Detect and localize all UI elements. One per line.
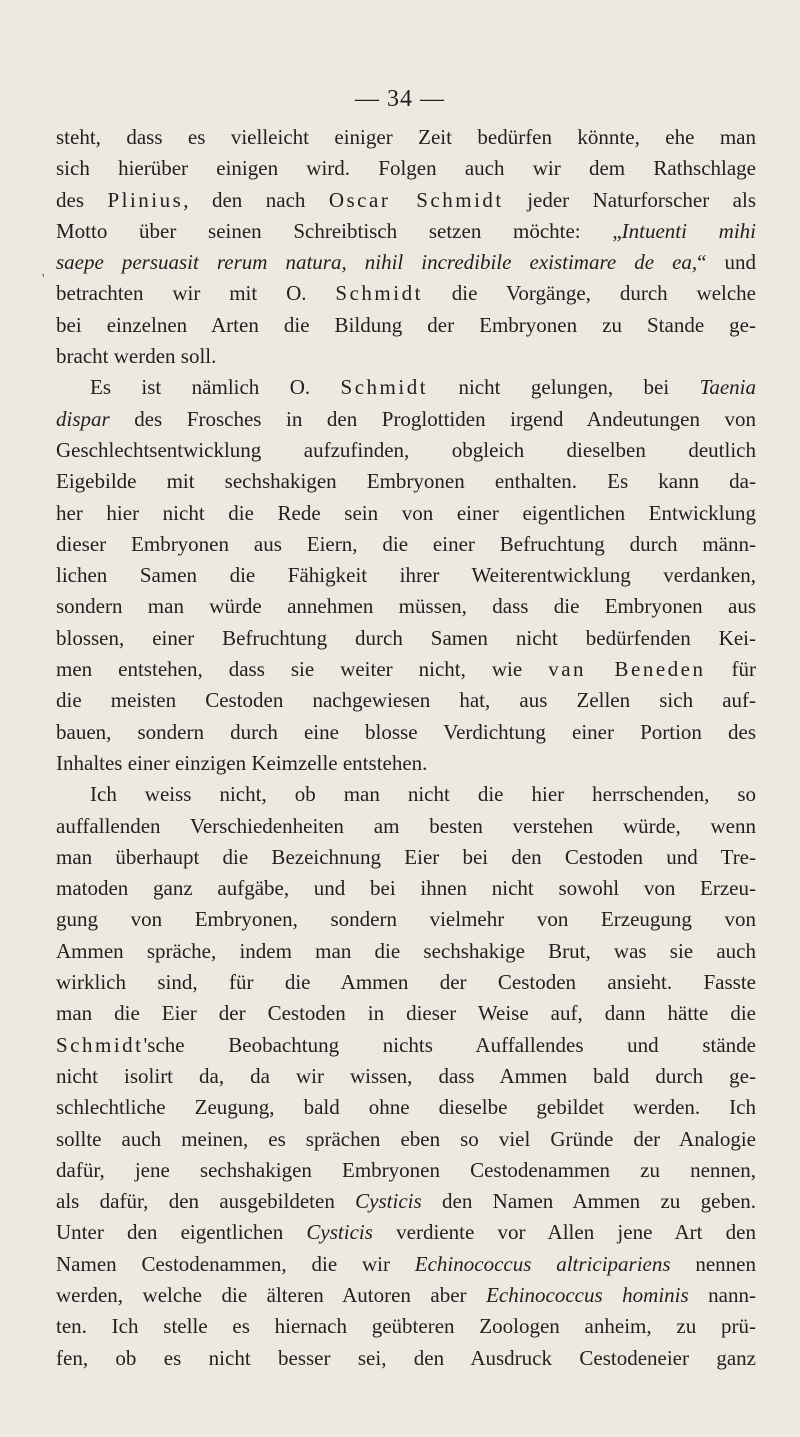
text-line [56,1343,756,1374]
text-segment: werden, welche die älteren Autoren aber [56,1282,487,1307]
text-line [56,1186,756,1217]
text-line [56,1124,756,1155]
text-segment: her hier nicht die Rede sein von einer eigentlichen Entwicklung [56,500,756,525]
italic-term: Echinococcus hominis [486,1282,689,1307]
text-segment: die meisten Cestoden nachgewiesen hat, aus Zellen sich auf- [56,688,756,713]
text-line [56,1061,756,1092]
margin-mark: ' [42,272,45,287]
text-line [56,623,756,654]
italic-term: dispar [56,406,110,431]
text-segment: matoden ganz aufgäbe, und bei ihnen nicht sowohl von Erzeu- [56,876,756,901]
italic-term: Echinococcus altricipariens [414,1251,671,1276]
text-segment: “ und [697,250,756,275]
text-line [56,216,756,247]
text-segment: den Namen Ammen zu geben. [421,1189,757,1214]
text-line [56,779,756,810]
italic-term: Cysticis [355,1189,422,1214]
text-line [56,748,756,779]
text-segment: schlechtliche Zeugung, bald ohne dieselbe gebildet werden. Ich [56,1095,756,1120]
text-segment: Inhaltes einer einzigen Keimzelle entstehen. [56,750,428,775]
text-line [56,1280,756,1311]
text-segment: für [705,657,756,682]
text-segment: die Vorgänge, durch welche [422,281,756,306]
text-segment: nennen [670,1251,756,1276]
italic-term: Cysticis [306,1220,373,1245]
text-segment: Eigebilde mit sechshakigen Embryonen enthalten. Es kann da- [56,469,756,494]
text-line [56,310,756,341]
text-segment: bracht werden soll. [56,344,217,369]
text-line [56,685,756,716]
text-line [56,560,756,591]
text-line [56,967,756,998]
text-line [56,278,756,309]
text-line [56,936,756,967]
text-line [56,998,756,1029]
text-segment: jeder Naturforscher als [503,187,756,212]
text-line [56,435,756,466]
text-segment: lichen Samen die Fähigkeit ihrer Weiterentwicklung verdanken, [56,563,756,588]
text-line [56,153,756,184]
text-line [56,1249,756,1280]
text-segment: 'sche Beobachtung nichts Auffallendes und stände [143,1032,756,1057]
text-segment: nicht isolirt da, da wir wissen, dass Ammen bald durch ge- [56,1063,756,1088]
text-line [56,842,756,873]
text-segment: wirklich sind, für die Ammen der Cestoden ansieht. Fasste [56,970,756,995]
spaced-name: Schmidt [340,375,429,400]
text-line [56,717,756,748]
text-segment: Es ist nämlich O. [90,375,341,400]
text-segment: des [56,187,108,212]
text-segment: als dafür, den ausgebildeten [56,1189,356,1214]
text-segment: sollte auch meinen, es sprächen eben so viel Gründe der Analogie [56,1126,756,1151]
spaced-name: Oscar Schmidt [328,187,504,212]
text-segment: dafür, jene sechshakigen Embryonen Cestodenammen zu nennen, [56,1157,756,1182]
text-line [56,341,756,372]
text-line [56,404,756,435]
text-line [56,372,756,403]
text-line [56,1311,756,1342]
text-segment: des Frosches in den Proglottiden irgend Andeutungen von [109,406,756,431]
spaced-name: van Beneden [548,657,706,682]
text-line [56,904,756,935]
text-segment: man überhaupt die Bezeichnung Eier bei den Cestoden und Tre- [56,844,756,869]
text-segment: Ammen spräche, indem man die sechshakige Brut, was sie auch [56,938,756,963]
italic-term: Intuenti mihi [621,218,756,243]
text-segment: men entstehen, dass sie weiter nicht, wie [56,657,549,682]
text-segment: verdiente vor Allen jene Art den [372,1220,756,1245]
text-line [56,654,756,685]
spaced-name: Plinius [107,187,184,212]
text-segment: Geschlechtsentwicklung aufzufinden, obgleich dieselben deutlich [56,437,756,462]
text-line [56,498,756,529]
text-segment: dieser Embryonen aus Eiern, die einer Befruchtung durch männ- [56,531,756,556]
text-segment: ten. Ich stelle es hiernach geübteren Zoologen anheim, zu prü- [56,1314,756,1339]
text-line [56,873,756,904]
spaced-name: Schmidt [56,1032,144,1057]
text-line [56,122,756,153]
text-segment: Unter den eigentlichen [56,1220,307,1245]
text-segment: Ich weiss nicht, ob man nicht die hier herrschenden, so [90,782,756,807]
text-segment: blossen, einer Befruchtung durch Samen nicht bedürfenden Kei- [56,625,756,650]
body-text [56,122,756,1374]
text-segment: nann- [688,1282,756,1307]
text-segment: steht, dass es vielleicht einiger Zeit bedürfen könnte, ehe man [56,125,756,149]
italic-term: saepe persuasit rerum natura, nihil incredibile existimare de ea, [56,250,698,275]
spaced-name: Schmidt [335,281,423,306]
text-segment: sondern man würde annehmen müssen, dass die Embryonen aus [56,594,756,619]
page-number: — 34 — [355,86,445,112]
text-segment: man die Eier der Cestoden in dieser Weise auf, dann hätte die [56,1001,756,1026]
text-line [56,811,756,842]
text-segment: sich hierüber einigen wird. Folgen auch wir dem Rathschlage [56,156,756,181]
text-line [56,1030,756,1061]
italic-term: Taenia [699,375,756,400]
text-segment: Motto über seinen Schreibtisch setzen möchte: „ [56,218,622,243]
text-line [56,591,756,622]
text-line [56,185,756,216]
text-line [56,466,756,497]
text-segment: betrachten wir mit O. [56,281,336,306]
text-segment: fen, ob es nicht besser sei, den Ausdruck Cestodeneier ganz [56,1345,756,1370]
text-line [56,1092,756,1123]
text-segment: Namen Cestodenammen, die wir [56,1251,415,1276]
text-line [56,1155,756,1186]
text-segment: bauen, sondern durch eine blosse Verdichtung einer Portion des [56,719,756,744]
text-segment: gung von Embryonen, sondern vielmehr von Erzeugung von [56,907,756,932]
text-segment: nicht gelungen, bei [428,375,700,400]
text-segment: , den nach [183,187,329,212]
text-line [56,1217,756,1248]
text-line [56,529,756,560]
text-segment: auffallenden Verschiedenheiten am besten verstehen würde, wenn [56,813,756,838]
text-line [56,247,756,278]
text-segment: bei einzelnen Arten die Bildung der Embryonen zu Stande ge- [56,312,756,337]
